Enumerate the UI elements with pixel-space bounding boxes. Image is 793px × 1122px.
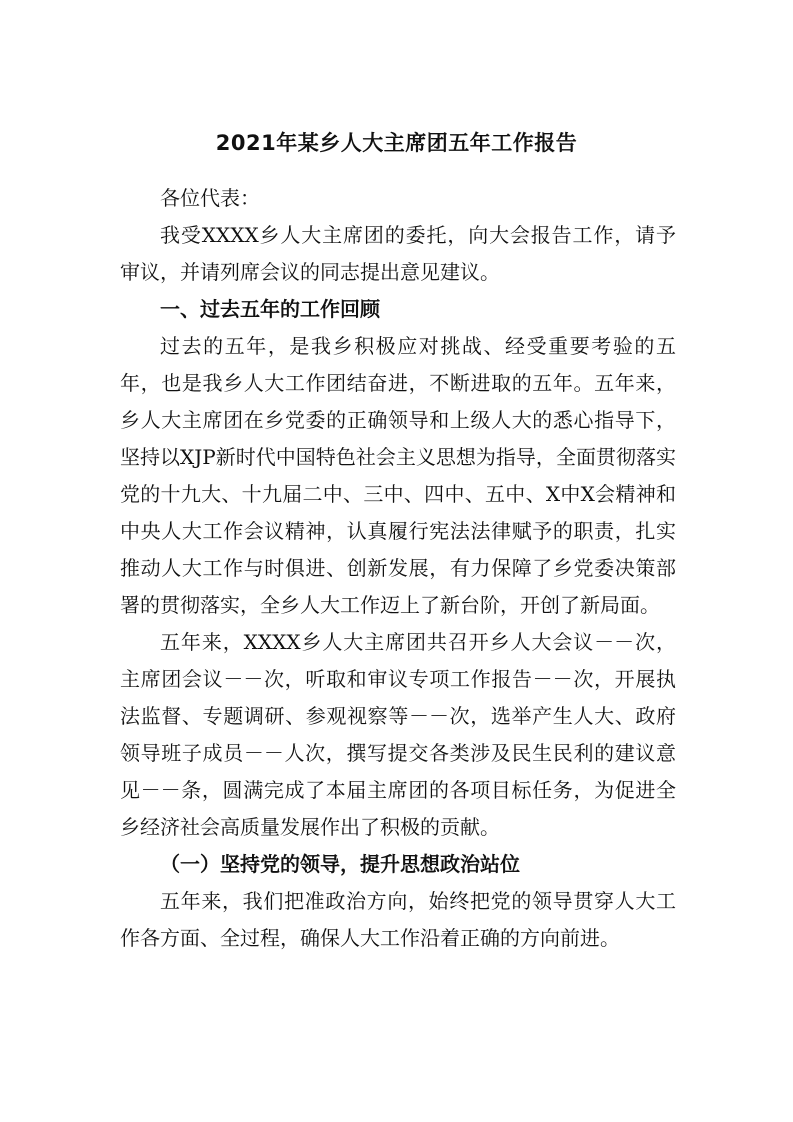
document-body bbox=[120, 180, 676, 957]
leadership-paragraph: 五年来，我们把准政治方向，始终把党的领导贯穿人大工作各方面、全过程，确保人大工作沿着正确的方向前进。 bbox=[120, 889, 676, 950]
document-title: 2021年某乡人大主席团五年工作报告 bbox=[215, 131, 578, 155]
review-paragraph: 过去的五年，是我乡积极应对挑战、经受重要考验的五年，也是我乡人大工作团结奋进，不断进取的五年。五年来，乡人大主席团在乡党委的正确领导和上级人大的悉心指导下，坚持以XJP新时代中国特色社会主义思想为指导，全面贯彻落实党的十九大、十九届二中、三中、四中、五中、X中X会精神和中央人大工作会议精神，认真履行宪法法律赋予的职责，扎实推动人大工作与时俱进、创新发展，有力保障了乡党委决策部署的贯彻落实，全乡人大工作迈上了新台阶，开创了新局面。 bbox=[120, 334, 676, 617]
section-heading-review: 一、过去五年的工作回顾 bbox=[160, 297, 380, 321]
salutation: 各位代表： bbox=[160, 186, 260, 210]
intro-paragraph: 我受XXXX乡人大主席团的委托，向大会报告工作，请予审议，并请列席会议的同志提出意见建议。 bbox=[120, 223, 676, 284]
stats-paragraph: 五年来，XXXX乡人大主席团共召开乡人大会议－－次，主席团会议－－次，听取和审议专项工作报告－－次，开展执法监督、专题调研、参观视察等－－次，选举产生人大、政府领导班子成员－－人次，撰写提交各类涉及民生民利的建议意见－－条，圆满完成了本届主席团的各项目标任务，为促进全乡经济社会高质量发展作出了积极的贡献。 bbox=[120, 630, 676, 839]
subsection-heading-leadership: （一）坚持党的领导，提升思想政治站位 bbox=[160, 852, 520, 876]
